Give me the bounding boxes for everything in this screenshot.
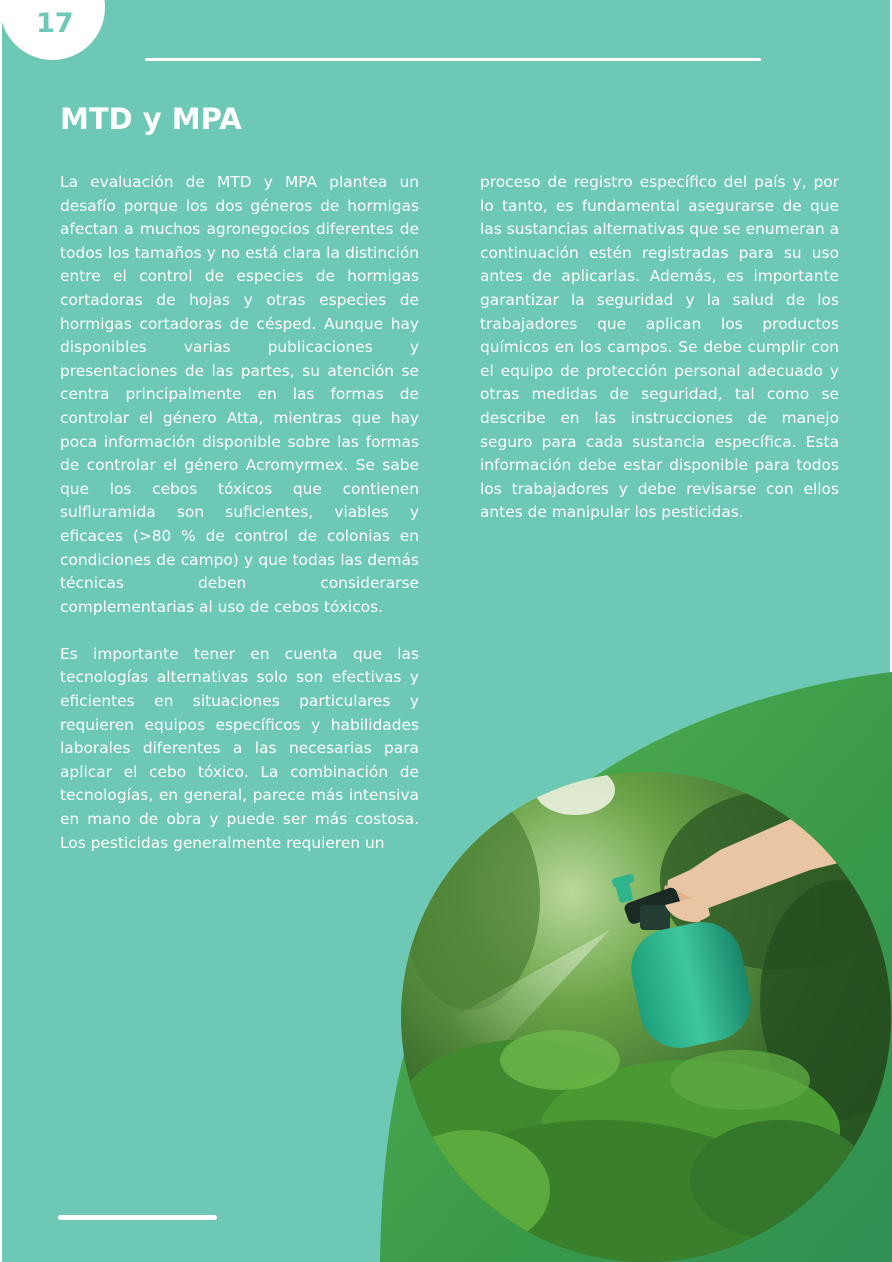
paragraph: proceso de registro específico del país y, por lo tanto, es fundamental asegurarse de que las sustancias alternativas que se enumeran a continuación estén registradas para su uso antes de aplicarlas. Además, es importante garantizar la seguridad y la salud de los trabajadores que aplican los productos químicos en los campos. Se debe cumplir con el equipo de protección personal adecuado y otras medidas de seguridad, tal como se describe en las instrucciones de manejo seguro para cada sustancia específica. Esta información debe estar disponible para todos los trabajadores y debe revisarse con ellos antes de manipular los pesticidas. [480, 173, 839, 522]
paragraph: La evaluación de MTD y MPA plantea un desafío porque los dos géneros de hormigas afectan a muchos agronegocios diferentes de todos los tamaños y no está clara la distinción entre el control de especies de hormigas cortadoras de hojas y otras especies de hormigas cortadoras de césped. Aunque hay disponibles varias publicaciones y presentaciones de las partes, su atención se centra principalmente en las formas de controlar el género Atta, mientras que hay poca información disponible sobre las formas de controlar el género Acromyrmex. Se sabe que los cebos tóxicos que contienen sulfluramida son suficientes, viables y eficaces (>80 % de control de colonias en condiciones de campo) y que todas las demás técnicas deben considerarse complementarias al uso de cebos tóxicos. [60, 173, 419, 616]
bottom-divider [58, 1215, 217, 1220]
paragraph: Es importante tener en cuenta que las tecnologías alternativas solo son efectivas y eficientes en situaciones particulares y requieren equipos específicos y habilidades laborales diferentes a las necesarias para aplicar el cebo tóxico. La combinación de tecnologías, en general, parece más intensiva en mano de obra y puede ser más costosa. Los pesticidas generalmente requieren un [60, 644, 419, 852]
page-title: MTD y MPA [60, 102, 242, 136]
page-number: 17 [36, 8, 74, 39]
